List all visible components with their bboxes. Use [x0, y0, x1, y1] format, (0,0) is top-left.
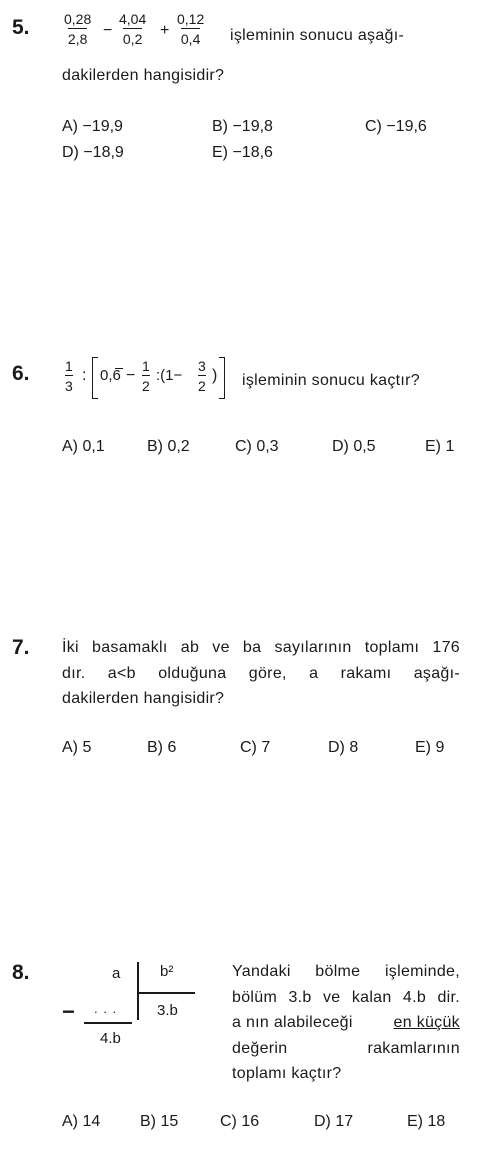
colon-operator: :: [82, 367, 87, 384]
option-d[interactable]: D) 17: [314, 1113, 354, 1130]
option-e[interactable]: E) 9: [415, 739, 445, 756]
option-d[interactable]: D) 0,5: [332, 438, 376, 455]
left-bracket: [92, 357, 98, 399]
option-b[interactable]: B) 15: [140, 1113, 179, 1130]
fraction-one-half: [140, 359, 152, 393]
option-a[interactable]: A) −19,9: [62, 118, 123, 135]
divisor: b²: [160, 963, 174, 980]
numerator: 3: [198, 358, 206, 374]
question-number: 5.: [12, 16, 30, 39]
option-d[interactable]: D) −18,9: [62, 144, 124, 161]
question-text-line: işleminin sonucu aşağı-: [230, 27, 405, 44]
question-text-line: toplamı kaçtır?: [232, 1065, 342, 1082]
minus-operator: −: [103, 22, 113, 39]
fraction-three-halves: [196, 359, 208, 393]
option-a[interactable]: A) 0,1: [62, 438, 105, 455]
option-b[interactable]: B) 0,2: [147, 438, 190, 455]
question-text-line: değerin rakamlarının: [232, 1040, 460, 1057]
fraction-3: [175, 12, 206, 46]
option-a[interactable]: A) 5: [62, 739, 92, 756]
question-number: 6.: [12, 362, 30, 385]
numerator: 0,12: [177, 11, 205, 27]
option-c[interactable]: C) 16: [220, 1113, 260, 1130]
minus-operator: −: [126, 367, 136, 384]
dividend: a: [112, 965, 121, 982]
numerator: 1: [142, 358, 150, 374]
denominator: 2: [198, 375, 206, 393]
close-paren: ): [212, 367, 218, 384]
denominator: 0,2: [123, 28, 142, 46]
question-text-line: dakilerden hangisidir?: [62, 690, 225, 707]
question-text-line: [232, 1014, 460, 1032]
option-c[interactable]: C) −19,6: [365, 118, 427, 135]
question-text-line: dır. a<b olduğuna göre, a rakamı aşağı-: [62, 665, 460, 682]
fraction-one-third: [63, 359, 75, 393]
numerator: 1: [65, 358, 73, 374]
repeating-decimal: [100, 367, 121, 384]
denominator: 2,8: [68, 28, 87, 46]
option-a[interactable]: A) 14: [62, 1113, 101, 1130]
denominator: 3: [65, 375, 73, 393]
question-text-line: işleminin sonucu kaçtır?: [242, 372, 420, 389]
numerator: 0,28: [64, 11, 92, 27]
denominator: 2: [142, 375, 150, 393]
subtraction-sign: −: [62, 999, 75, 1024]
repeating-decimal-text: 0,6: [100, 367, 121, 384]
question-number: 7.: [12, 636, 30, 659]
question-number: 8.: [12, 961, 30, 984]
numerator: 4,04: [119, 11, 147, 27]
option-c[interactable]: C) 7: [240, 739, 271, 756]
option-e[interactable]: E) 18: [407, 1113, 446, 1130]
text-segment: a nın alabileceği: [232, 1014, 353, 1031]
option-c[interactable]: C) 0,3: [235, 438, 279, 455]
emphasis-underlined: en küçük: [393, 1014, 460, 1031]
option-b[interactable]: B) −19,8: [212, 118, 273, 135]
right-bracket: [219, 357, 225, 399]
question-text-line: Yandaki bölme işleminde,: [232, 963, 460, 980]
remainder: 4.b: [100, 1030, 121, 1047]
fraction-2: [117, 12, 148, 46]
option-e[interactable]: E) −18,6: [212, 144, 273, 161]
denominator: 0,4: [181, 28, 200, 46]
question-text-line: İki basamaklı ab ve ba sayılarının toplamı 176: [62, 639, 460, 656]
quotient: 3.b: [157, 1002, 178, 1019]
option-d[interactable]: D) 8: [328, 739, 359, 756]
division-horizontal-line: [137, 992, 195, 994]
option-b[interactable]: B) 6: [147, 739, 177, 756]
overline-mark: [115, 368, 123, 369]
plus-operator: +: [160, 22, 170, 39]
question-text-line: dakilerden hangisidir?: [62, 67, 225, 84]
fraction-1: [62, 12, 93, 46]
subtraction-line: [84, 1022, 132, 1024]
option-e[interactable]: E) 1: [425, 438, 455, 455]
division-vertical-line: [137, 962, 139, 1020]
paren-expression: :(1−: [156, 367, 183, 384]
question-text-line: bölüm 3.b ve kalan 4.b dir.: [232, 989, 460, 1006]
placeholder-dots: . . .: [94, 1001, 118, 1016]
